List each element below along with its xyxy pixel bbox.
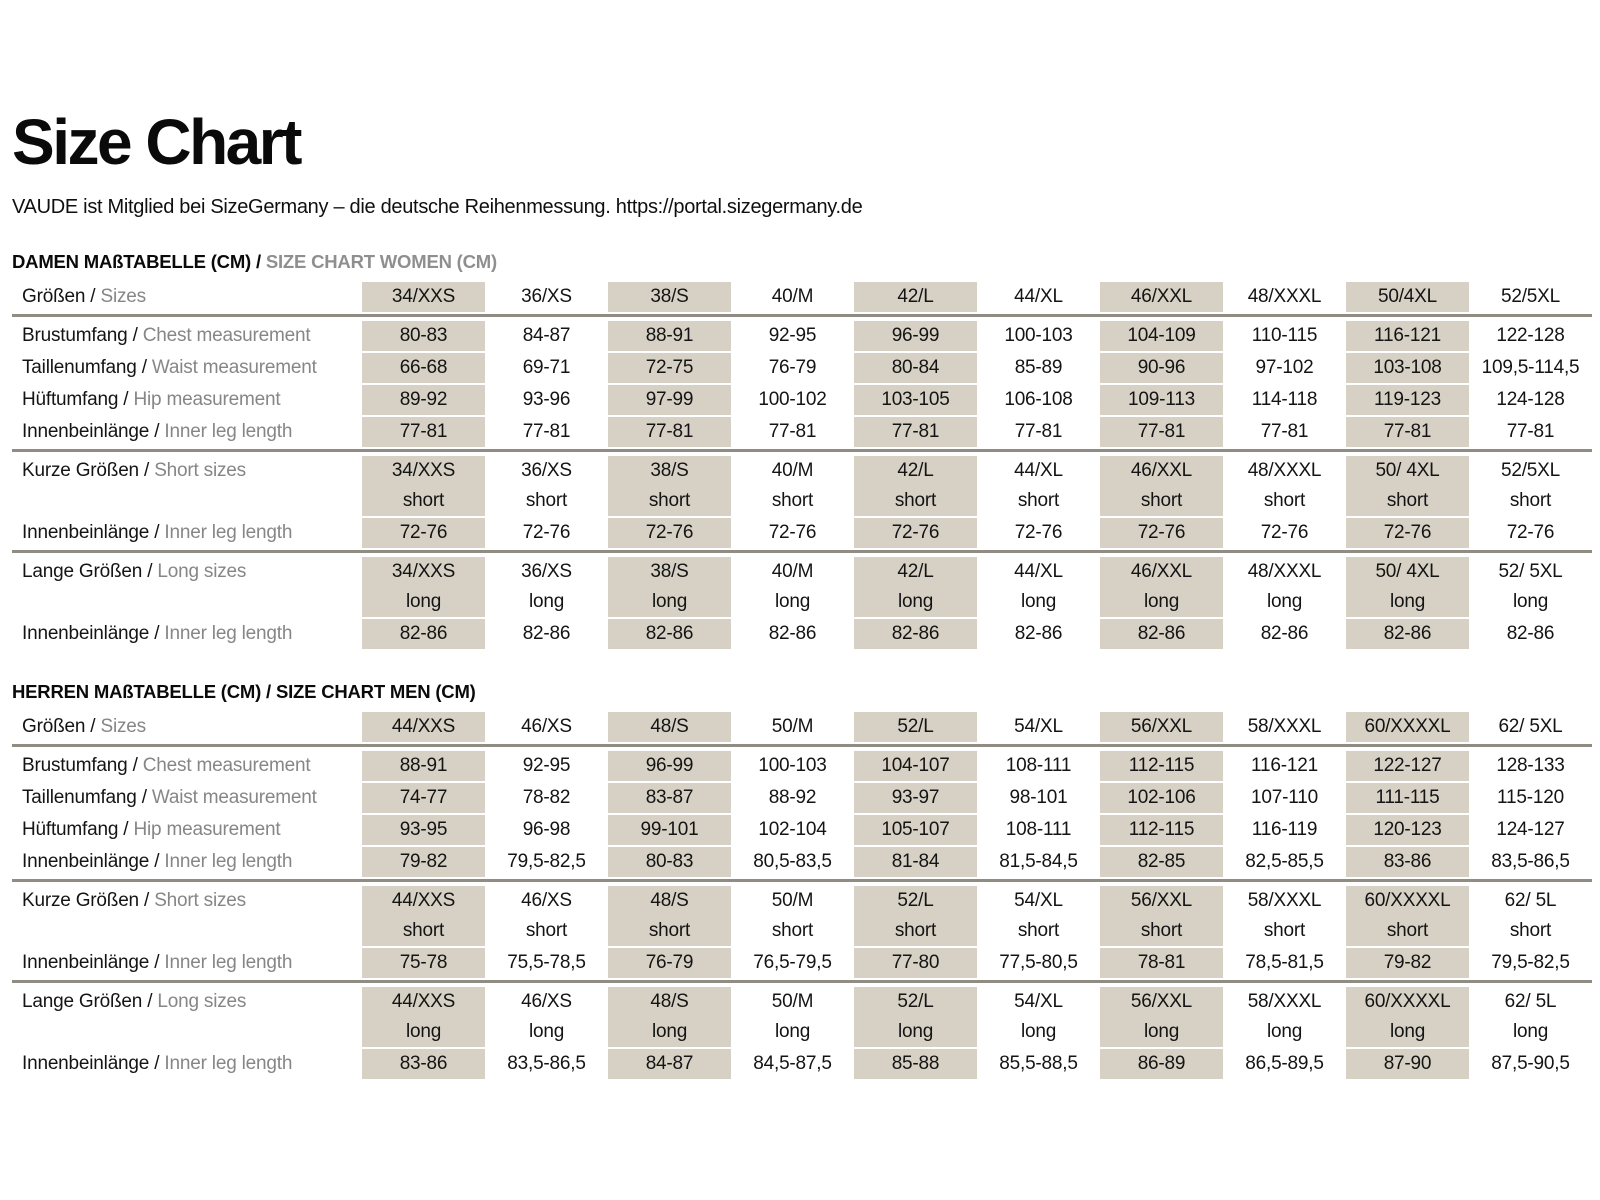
value-cell: 79,5-82,5 — [507, 851, 586, 872]
size-variant-cell: 50/ 4XL long — [1346, 557, 1469, 617]
value-cell: 62/ 5XL — [1498, 716, 1563, 737]
section-heading-women-de: DAMEN MAßTABELLE (CM) / — [12, 251, 261, 272]
value-cell: 48/XXXL — [1247, 286, 1322, 307]
value-cell: 96-99 — [608, 751, 731, 781]
value-cell: 112-115 — [1100, 815, 1223, 845]
size-variant-cell: 42/L short — [854, 456, 977, 516]
value-cell: 116-121 — [1251, 755, 1318, 776]
value-cell: 83-86 — [1346, 847, 1469, 877]
row-label: Innenbeinlänge / Inner leg length — [22, 623, 293, 644]
value-cell: 84-87 — [608, 1049, 731, 1079]
table-row — [12, 847, 1592, 877]
size-variant-cell: 56/XXL short — [1100, 886, 1223, 946]
value-cell: 58/XXXL — [1247, 716, 1322, 737]
value-cell: 90-96 — [1100, 353, 1223, 383]
size-variant-cell: 52/L short — [854, 886, 977, 946]
size-variant-cell: 34/XXS long — [362, 557, 485, 617]
table-row — [12, 385, 1592, 415]
value-cell: 56/XXL — [1100, 712, 1223, 742]
value-cell: 80,5-83,5 — [753, 851, 832, 872]
section-heading-women-en: SIZE CHART WOMEN (CM) — [265, 251, 497, 272]
size-variant-cell: 34/XXS short — [362, 456, 485, 516]
size-variant-cell: 50/M long — [771, 991, 814, 1042]
value-cell: 74-77 — [362, 783, 485, 813]
value-cell: 44/XXS — [362, 712, 485, 742]
value-cell: 77-81 — [522, 421, 571, 442]
value-cell: 115-120 — [1497, 787, 1564, 808]
value-cell: 77,5-80,5 — [999, 952, 1078, 973]
table-row — [12, 886, 1592, 946]
size-variant-cell: 38/S short — [608, 456, 731, 516]
size-variant-cell: 60/XXXXL long — [1346, 987, 1469, 1047]
row-label: Innenbeinlänge / Inner leg length — [22, 1053, 293, 1074]
value-cell: 72-76 — [1506, 522, 1555, 543]
row-label: Lange Größen / Long sizes — [22, 561, 247, 582]
table-row — [12, 783, 1592, 813]
value-cell: 107-110 — [1251, 787, 1318, 808]
table-row — [12, 456, 1592, 516]
section-divider — [12, 980, 1592, 983]
value-cell: 88-92 — [768, 787, 817, 808]
value-cell: 82-86 — [1100, 619, 1223, 649]
value-cell: 76,5-79,5 — [753, 952, 832, 973]
section-heading-women — [12, 251, 1592, 273]
page-title: Size Chart — [12, 106, 300, 178]
value-cell: 52/5XL — [1500, 286, 1561, 307]
value-cell: 34/XXS — [362, 282, 485, 312]
value-cell: 82-86 — [522, 623, 571, 644]
table-row — [12, 712, 1592, 742]
row-label: Innenbeinlänge / Inner leg length — [22, 952, 293, 973]
subtitle — [12, 196, 1592, 219]
value-cell: 89-92 — [362, 385, 485, 415]
value-cell: 103-105 — [854, 385, 977, 415]
size-variant-cell: 44/XL long — [1014, 561, 1063, 612]
row-label: Taillenumfang / Waist measurement — [22, 357, 317, 378]
value-cell: 110-115 — [1251, 325, 1318, 346]
value-cell: 82-86 — [1506, 623, 1555, 644]
value-cell: 77-81 — [1506, 421, 1555, 442]
value-cell: 108-111 — [1005, 819, 1072, 840]
value-cell: 81,5-84,5 — [999, 851, 1078, 872]
value-cell: 48/S — [608, 712, 731, 742]
size-variant-cell: 46/XS long — [521, 991, 572, 1042]
size-variant-cell: 50/ 4XL short — [1346, 456, 1469, 516]
subtitle-text: VAUDE ist Mitglied bei SizeGermany – die deutsche Reihenmessung. — [12, 196, 611, 218]
size-variant-cell: 50/M short — [771, 890, 814, 941]
size-variant-cell: 58/XXXL short — [1247, 890, 1322, 941]
women-size-table — [12, 282, 1592, 649]
value-cell: 77-81 — [1346, 417, 1469, 447]
value-cell: 86-89 — [1100, 1049, 1223, 1079]
size-variant-cell: 56/XXL long — [1100, 987, 1223, 1047]
size-variant-cell: 54/XL long — [1014, 991, 1063, 1042]
value-cell: 50/M — [771, 716, 814, 737]
value-cell: 124-127 — [1496, 819, 1565, 840]
value-cell: 83,5-86,5 — [1491, 851, 1570, 872]
size-variant-cell: 40/M short — [771, 460, 814, 511]
value-cell: 104-107 — [854, 751, 977, 781]
value-cell: 96-98 — [522, 819, 571, 840]
value-cell: 82-85 — [1100, 847, 1223, 877]
value-cell: 72-76 — [1014, 522, 1063, 543]
value-cell: 87-90 — [1346, 1049, 1469, 1079]
value-cell: 128-133 — [1496, 755, 1565, 776]
value-cell: 72-76 — [362, 518, 485, 548]
value-cell: 83,5-86,5 — [507, 1053, 586, 1074]
value-cell: 81-84 — [854, 847, 977, 877]
value-cell: 72-76 — [522, 522, 571, 543]
value-cell: 124-128 — [1496, 389, 1565, 410]
value-cell: 92-95 — [522, 755, 571, 776]
value-cell: 82-86 — [608, 619, 731, 649]
size-variant-cell: 48/XXXL short — [1247, 460, 1322, 511]
table-row — [12, 518, 1592, 548]
value-cell: 100-103 — [758, 755, 827, 776]
value-cell: 77-81 — [1260, 421, 1309, 442]
section-divider — [12, 879, 1592, 882]
value-cell: 111-115 — [1346, 783, 1469, 813]
size-variant-cell: 46/XXL long — [1100, 557, 1223, 617]
value-cell: 103-108 — [1346, 353, 1469, 383]
table-row — [12, 751, 1592, 781]
row-label: Brustumfang / Chest measurement — [22, 325, 311, 346]
value-cell: 46/XXL — [1100, 282, 1223, 312]
value-cell: 72-76 — [1100, 518, 1223, 548]
size-variant-cell: 60/XXXXL short — [1346, 886, 1469, 946]
value-cell: 88-91 — [608, 321, 731, 351]
size-variant-cell: 44/XL short — [1014, 460, 1063, 511]
value-cell: 79,5-82,5 — [1491, 952, 1570, 973]
value-cell: 52/L — [854, 712, 977, 742]
size-variant-cell: 62/ 5L long — [1504, 991, 1557, 1042]
value-cell: 122-128 — [1496, 325, 1565, 346]
value-cell: 77-81 — [1014, 421, 1063, 442]
table-row — [12, 557, 1592, 617]
value-cell: 79-82 — [1346, 948, 1469, 978]
men-size-table — [12, 712, 1592, 1079]
value-cell: 72-76 — [608, 518, 731, 548]
value-cell: 82-86 — [768, 623, 817, 644]
value-cell: 97-99 — [608, 385, 731, 415]
value-cell: 102-106 — [1100, 783, 1223, 813]
value-cell: 109,5-114,5 — [1481, 357, 1580, 378]
row-label: Brustumfang / Chest measurement — [22, 755, 311, 776]
section-heading-men — [12, 681, 1592, 703]
size-variant-cell: 52/ 5XL long — [1498, 561, 1563, 612]
row-label: Innenbeinlänge / Inner leg length — [22, 522, 293, 543]
value-cell: 82-86 — [1014, 623, 1063, 644]
value-cell: 69-71 — [522, 357, 571, 378]
size-variant-cell: 48/XXXL long — [1247, 561, 1322, 612]
value-cell: 100-102 — [758, 389, 827, 410]
table-row — [12, 282, 1592, 312]
value-cell: 77-81 — [854, 417, 977, 447]
row-label: Innenbeinlänge / Inner leg length — [22, 851, 293, 872]
size-variant-cell: 52/5XL short — [1500, 460, 1561, 511]
size-variant-cell: 40/M long — [771, 561, 814, 612]
value-cell: 40/M — [771, 286, 814, 307]
value-cell: 42/L — [854, 282, 977, 312]
value-cell: 114-118 — [1251, 389, 1318, 410]
value-cell: 76-79 — [768, 357, 817, 378]
value-cell: 66-68 — [362, 353, 485, 383]
value-cell: 72-76 — [768, 522, 817, 543]
size-variant-cell: 54/XL short — [1014, 890, 1063, 941]
value-cell: 106-108 — [1004, 389, 1073, 410]
value-cell: 72-76 — [854, 518, 977, 548]
table-row — [12, 987, 1592, 1047]
row-label: Hüftumfang / Hip measurement — [22, 819, 281, 840]
value-cell: 112-115 — [1100, 751, 1223, 781]
value-cell: 75,5-78,5 — [507, 952, 586, 973]
value-cell: 80-83 — [362, 321, 485, 351]
value-cell: 87,5-90,5 — [1491, 1053, 1570, 1074]
table-row — [12, 815, 1592, 845]
size-variant-cell: 44/XXS long — [362, 987, 485, 1047]
value-cell: 82-86 — [854, 619, 977, 649]
value-cell: 82-86 — [1260, 623, 1309, 644]
size-variant-cell: 42/L long — [854, 557, 977, 617]
value-cell: 72-76 — [1260, 522, 1309, 543]
value-cell: 72-75 — [608, 353, 731, 383]
section-divider — [12, 744, 1592, 747]
row-label: Lange Größen / Long sizes — [22, 991, 247, 1012]
value-cell: 86,5-89,5 — [1245, 1053, 1324, 1074]
value-cell: 60/XXXXL — [1346, 712, 1469, 742]
size-variant-cell: 44/XXS short — [362, 886, 485, 946]
value-cell: 85-88 — [854, 1049, 977, 1079]
value-cell: 116-119 — [1251, 819, 1318, 840]
row-label: Hüftumfang / Hip measurement — [22, 389, 281, 410]
value-cell: 108-111 — [1005, 755, 1072, 776]
value-cell: 77-80 — [854, 948, 977, 978]
value-cell: 116-121 — [1346, 321, 1469, 351]
value-cell: 85-89 — [1014, 357, 1063, 378]
section-heading-men-en: SIZE CHART MEN (CM) — [275, 681, 476, 702]
table-row — [12, 321, 1592, 351]
value-cell: 38/S — [608, 282, 731, 312]
value-cell: 102-104 — [758, 819, 827, 840]
value-cell: 46/XS — [521, 716, 572, 737]
value-cell: 93-96 — [522, 389, 571, 410]
value-cell: 83-86 — [362, 1049, 485, 1079]
value-cell: 97-102 — [1255, 357, 1314, 378]
row-label: Taillenumfang / Waist measurement — [22, 787, 317, 808]
size-variant-cell: 46/XXL short — [1100, 456, 1223, 516]
value-cell: 93-95 — [362, 815, 485, 845]
value-cell: 109-113 — [1100, 385, 1223, 415]
value-cell: 119-123 — [1346, 385, 1469, 415]
row-label: Kurze Größen / Short sizes — [22, 890, 246, 911]
table-row — [12, 417, 1592, 447]
size-variant-cell: 46/XS short — [521, 890, 572, 941]
value-cell: 79-82 — [362, 847, 485, 877]
row-label: Kurze Größen / Short sizes — [22, 460, 246, 481]
value-cell: 36/XS — [521, 286, 572, 307]
value-cell: 78,5-81,5 — [1245, 952, 1324, 973]
size-variant-cell: 36/XS short — [521, 460, 572, 511]
value-cell: 105-107 — [854, 815, 977, 845]
table-row — [12, 948, 1592, 978]
section-divider — [12, 550, 1592, 553]
value-cell: 78-82 — [522, 787, 571, 808]
value-cell: 77-81 — [608, 417, 731, 447]
size-variant-cell: 48/S long — [608, 987, 731, 1047]
table-row — [12, 1049, 1592, 1079]
table-row — [12, 353, 1592, 383]
value-cell: 78-81 — [1100, 948, 1223, 978]
size-variant-cell: 48/S short — [608, 886, 731, 946]
value-cell: 104-109 — [1100, 321, 1223, 351]
value-cell: 72-76 — [1346, 518, 1469, 548]
value-cell: 82,5-85,5 — [1245, 851, 1324, 872]
value-cell: 80-84 — [854, 353, 977, 383]
value-cell: 54/XL — [1014, 716, 1063, 737]
value-cell: 96-99 — [854, 321, 977, 351]
value-cell: 50/4XL — [1346, 282, 1469, 312]
value-cell: 122-127 — [1346, 751, 1469, 781]
value-cell: 83-87 — [608, 783, 731, 813]
value-cell: 77-81 — [768, 421, 817, 442]
size-variant-cell: 36/XS long — [521, 561, 572, 612]
section-heading-men-de: HERREN MAßTABELLE (CM) / — [12, 681, 271, 702]
section-divider — [12, 449, 1592, 452]
value-cell: 99-101 — [608, 815, 731, 845]
section-divider — [12, 314, 1592, 317]
value-cell: 120-123 — [1346, 815, 1469, 845]
value-cell: 88-91 — [362, 751, 485, 781]
value-cell: 85,5-88,5 — [999, 1053, 1078, 1074]
row-label: Innenbeinlänge / Inner leg length — [22, 421, 293, 442]
value-cell: 77-81 — [362, 417, 485, 447]
size-variant-cell: 38/S long — [608, 557, 731, 617]
value-cell: 76-79 — [608, 948, 731, 978]
size-variant-cell: 58/XXXL long — [1247, 991, 1322, 1042]
size-variant-cell: 62/ 5L short — [1504, 890, 1557, 941]
value-cell: 84,5-87,5 — [753, 1053, 832, 1074]
value-cell: 98-101 — [1009, 787, 1068, 808]
value-cell: 100-103 — [1004, 325, 1073, 346]
value-cell: 80-83 — [608, 847, 731, 877]
value-cell: 92-95 — [768, 325, 817, 346]
value-cell: 84-87 — [522, 325, 571, 346]
row-label: Größen / Sizes — [22, 286, 146, 307]
value-cell: 44/XL — [1014, 286, 1063, 307]
value-cell: 82-86 — [362, 619, 485, 649]
value-cell: 75-78 — [362, 948, 485, 978]
row-label: Größen / Sizes — [22, 716, 146, 737]
value-cell: 77-81 — [1100, 417, 1223, 447]
table-row — [12, 619, 1592, 649]
size-variant-cell: 52/L long — [854, 987, 977, 1047]
portal-url: https://portal.sizegermany.de — [615, 196, 863, 218]
value-cell: 82-86 — [1346, 619, 1469, 649]
value-cell: 93-97 — [854, 783, 977, 813]
